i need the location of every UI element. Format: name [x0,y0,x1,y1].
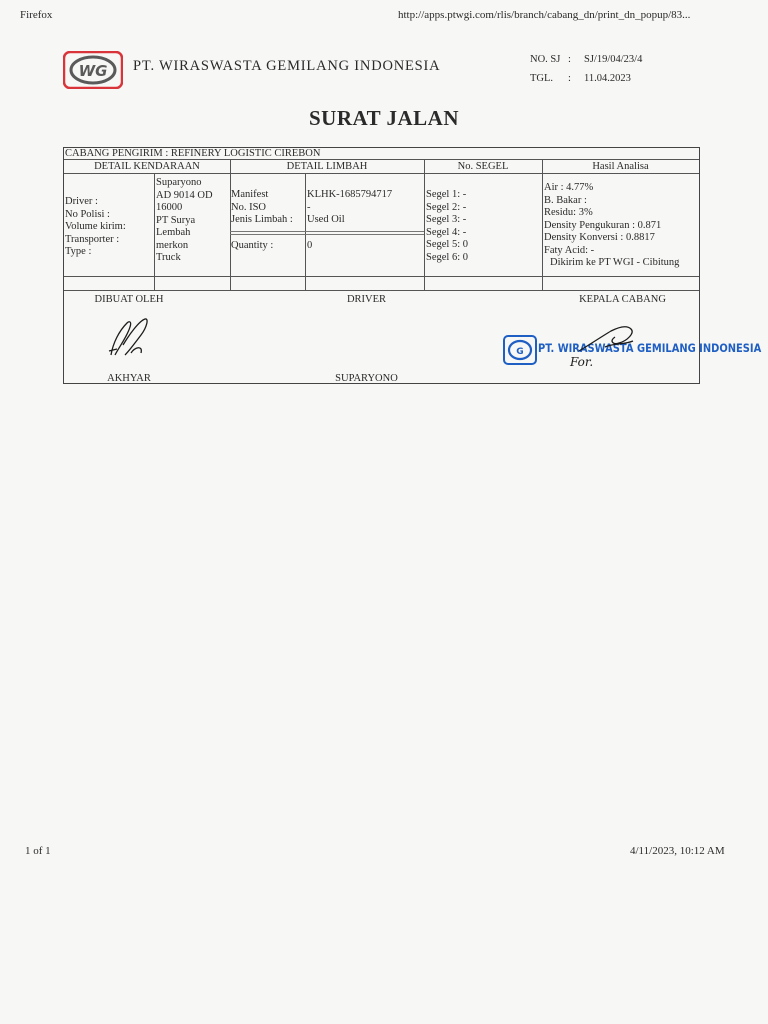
label-no-polisi: No Polisi : [65,208,110,220]
page-url: http://apps.ptwgi.com/rlis/branch/cabang_dn/print_dn_popup/83... [398,9,691,21]
analysis-destination: Dikirim ke PT WGI - Cibitung [550,257,680,268]
value-jenis-limbah: Used Oil [307,214,345,225]
tgl-value: 11.04.2023 [584,73,631,84]
document-title: SURAT JALAN [309,106,459,130]
stamp-handwriting: For. [570,355,594,369]
branch-line: CABANG PENGIRIM : REFINERY LOGISTIC CIREBON [65,148,321,159]
svg-text:WG: WG [78,62,108,80]
analysis-list [544,182,679,270]
seal-3: Segel 3: - [426,214,467,225]
vehicle-labels [65,196,126,259]
header-analysis: Hasil Analisa [592,161,649,172]
svg-text:G: G [516,347,524,357]
no-sj-row [530,54,642,65]
label-transporter: Transporter : [65,233,120,245]
value-transporter-1: PT Surya [156,214,196,226]
signature-head [575,321,645,359]
quantity-label: Quantity : [231,240,274,251]
no-sj-label: NO. SJ [530,54,561,65]
waste-values [307,189,392,227]
value-transporter-2: Lembah [156,227,191,238]
label-driver-sign: DRIVER [346,294,387,305]
value-transporter-3: merkon [156,239,189,251]
value-type: Truck [156,252,181,263]
value-no-polisi: AD 9014 OD [156,189,213,201]
label-driver: Driver : [65,196,98,207]
analysis-bbakar: B. Bakar : [544,194,587,206]
browser-name: Firefox [20,9,53,21]
print-datetime: 4/11/2023, 10:12 AM [630,845,725,857]
label-head: KEPALA CABANG [579,294,666,305]
stamp-logo-icon [503,335,537,365]
analysis-air: Air : 4.77% [544,182,594,193]
seal-2: Segel 2: - [426,201,467,213]
no-sj-colon: : [568,54,571,65]
no-sj-value: SJ/19/04/23/4 [584,54,643,65]
label-made-by: DIBUAT OLEH [94,294,164,305]
analysis-density-pengukuran: Density Pengukuran : 0.871 [544,219,662,231]
company-name: PT. WIRASWASTA GEMILANG INDONESIA [133,58,441,74]
seal-4: Segel 4: - [426,226,467,238]
analysis-density-konversi: Density Konversi : 0.8817 [544,232,655,243]
tgl-colon: : [568,73,571,84]
seal-6: Segel 6: 0 [426,251,468,263]
tgl-row [530,73,631,84]
tgl-label: TGL. [530,73,554,84]
analysis-residu: Residu: 3% [544,207,593,218]
value-driver: Suparyono [156,177,202,188]
header-waste: DETAIL LIMBAH [286,161,368,172]
value-volume: 16000 [156,202,183,213]
header-seal: No. SEGEL [457,161,509,172]
company-stamp [503,333,762,369]
company-logo [63,51,123,89]
seal-1: Segel 1: - [426,189,467,200]
vehicle-values [156,177,213,265]
name-made-by: AKHYAR [107,373,151,384]
header-vehicle: DETAIL KENDARAAN [94,161,200,172]
value-no-iso: - [307,201,311,213]
label-type: Type : [65,246,92,257]
seal-list [426,189,468,264]
quantity-value: 0 [307,240,313,251]
label-manifest: Manifest [231,189,269,200]
label-jenis-limbah: Jenis Limbah : [231,214,293,225]
value-manifest: KLHK-1685794717 [307,189,393,200]
stamp-text: PT. WIRASWASTA GEMILANG INDONESIA [538,341,762,355]
page-count: 1 of 1 [25,845,51,857]
waste-labels [231,189,293,227]
label-volume: Volume kirim: [65,221,126,232]
label-no-iso: No. ISO [231,201,267,213]
name-driver: SUPARYONO [335,373,398,384]
analysis-faty-acid: Faty Acid: - [544,244,595,256]
signature-made-by [105,315,155,363]
seal-5: Segel 5: 0 [426,239,468,250]
